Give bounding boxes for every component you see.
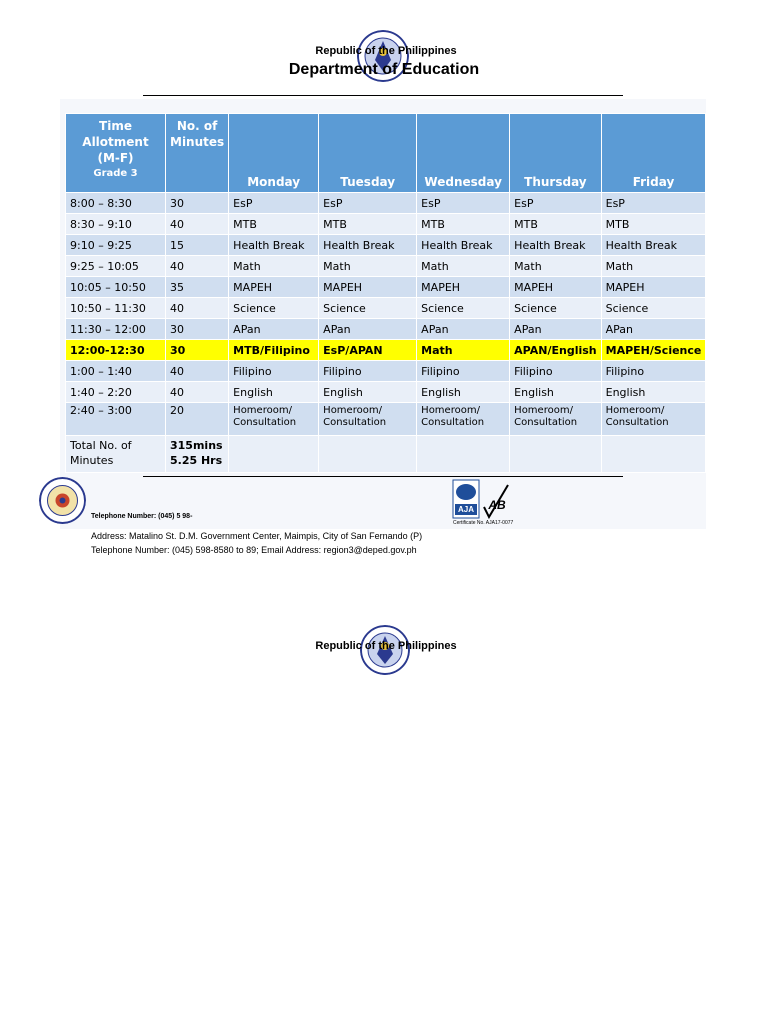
schedule-body [66,193,706,473]
subject-cell: MAPEH/Science [601,340,706,361]
minutes-cell: 30 [166,193,229,214]
footer-contact: Telephone Number: (045) 598-8580 to 89; Email Address: region3@deped.gov.ph [91,545,417,555]
day-header-tuesday: Tuesday [319,114,417,193]
subject-cell: Health Break [319,235,417,256]
subject-cell: MTB [319,214,417,235]
minutes-cell: 30 [166,340,229,361]
subject-cell: APAN/English [510,340,601,361]
minutes-cell: 40 [166,256,229,277]
subject-cell: English [229,382,319,403]
table-row [66,382,706,403]
subject-cell: Math [319,256,417,277]
table-row [66,298,706,319]
table-row [66,214,706,235]
table-row [66,319,706,340]
subject-cell: English [601,382,706,403]
table-row [66,277,706,298]
time-cell: 9:10 – 9:25 [66,235,166,256]
minutes-cell: 40 [166,298,229,319]
subject-cell: Filipino [417,361,510,382]
subject-cell: EsP/APAN [319,340,417,361]
aja-mark: AJA [457,505,475,514]
minutes-cell: 40 [166,361,229,382]
subject-cell: Homeroom/ Consultation [229,403,319,436]
department-heading: Department of Education [288,61,480,78]
day-header-monday: Monday [229,114,319,193]
subject-cell: Math [601,256,706,277]
day-header-wednesday: Wednesday [417,114,510,193]
subject-cell: EsP [510,193,601,214]
subject-cell: MAPEH [417,277,510,298]
time-cell: 1:40 – 2:20 [66,382,166,403]
subject-cell: EsP [601,193,706,214]
total-row [66,436,706,473]
minutes-cell: 40 [166,214,229,235]
subject-cell: MTB [229,214,319,235]
subject-cell: Homeroom/ Consultation [510,403,601,436]
table-row-highlighted [66,340,706,361]
subject-cell: Science [417,298,510,319]
subject-cell: APan [229,319,319,340]
subject-cell: Health Break [601,235,706,256]
total-minutes [166,436,229,473]
table-row [66,403,706,436]
subject-cell: Science [229,298,319,319]
subject-cell: Science [510,298,601,319]
total-minutes-value: 315mins [170,439,223,452]
minutes-header: No. of Minutes [166,114,229,193]
subject-cell: Filipino [229,361,319,382]
table-row [66,361,706,382]
subject-cell: Filipino [601,361,706,382]
time-cell: 10:05 – 10:50 [66,277,166,298]
subject-cell: MAPEH [319,277,417,298]
header-divider [143,95,623,96]
time-cell: 11:30 – 12:00 [66,319,166,340]
subject-cell: MTB [417,214,510,235]
minutes-cell: 40 [166,382,229,403]
class-schedule-table [65,113,706,473]
table-footer-divider [143,476,623,477]
subject-cell: Math [510,256,601,277]
subject-cell: EsP [417,193,510,214]
minutes-cell: 20 [166,403,229,436]
minutes-cell: 30 [166,319,229,340]
table-row [66,235,706,256]
table-row [66,256,706,277]
subject-cell: English [319,382,417,403]
ab-mark: AB [488,498,506,512]
certificate-number: Certificate No. AJA17-0077 [453,520,514,526]
time-cell: 1:00 – 1:40 [66,361,166,382]
time-cell: 2:40 – 3:00 [66,403,166,436]
subject-cell: APan [601,319,706,340]
subject-cell: Health Break [417,235,510,256]
subject-cell: English [510,382,601,403]
total-label: Total No. of Minutes [66,436,166,473]
subject-cell: Health Break [510,235,601,256]
deped-seal-footer [39,477,86,524]
subject-cell: MAPEH [601,277,706,298]
subject-cell: APan [510,319,601,340]
time-cell: 12:00-12:30 [66,340,166,361]
day-header-thursday: Thursday [510,114,601,193]
day-header-friday: Friday [601,114,706,193]
subject-cell: English [417,382,510,403]
subject-cell: Homeroom/ Consultation [417,403,510,436]
subject-cell: APan [319,319,417,340]
time-cell: 10:50 – 11:30 [66,298,166,319]
time-cell: 8:00 – 8:30 [66,193,166,214]
footer-phone-partial: Telephone Number: (045) 5 98- [91,513,193,520]
subject-cell: Homeroom/ Consultation [319,403,417,436]
time-cell: 9:25 – 10:05 [66,256,166,277]
subject-cell: MTB/Filipino [229,340,319,361]
subject-cell: MAPEH [229,277,319,298]
subject-cell: Filipino [319,361,417,382]
table-header-row [66,114,706,193]
subject-cell: MAPEH [510,277,601,298]
subject-cell: EsP [229,193,319,214]
subject-cell: MTB [601,214,706,235]
minutes-cell: 15 [166,235,229,256]
subject-cell: Health Break [229,235,319,256]
subject-cell: APan [417,319,510,340]
subject-cell: Science [601,298,706,319]
subject-cell: Math [417,256,510,277]
grade-label: Grade 3 [93,168,138,179]
subject-cell: Filipino [510,361,601,382]
subject-cell: Math [229,256,319,277]
subject-cell: Math [417,340,510,361]
total-hours-value: 5.25 Hrs [170,454,223,467]
certification-logo [452,479,512,519]
subject-cell: Science [319,298,417,319]
subject-cell: EsP [319,193,417,214]
republic-heading-second: Republic of the Philippines [315,640,457,652]
subject-cell: MTB [510,214,601,235]
time-cell: 8:30 – 9:10 [66,214,166,235]
table-row [66,193,706,214]
footer-address: Address: Matalino St. D.M. Government Center, Maimpis, City of San Fernando (P) [91,531,423,541]
republic-heading: Republic of the Philippines [315,45,457,57]
time-allotment-header: Time Allotment (M-F) Grade 3 [66,114,166,193]
subject-cell: Homeroom/ Consultation [601,403,706,436]
minutes-cell: 35 [166,277,229,298]
